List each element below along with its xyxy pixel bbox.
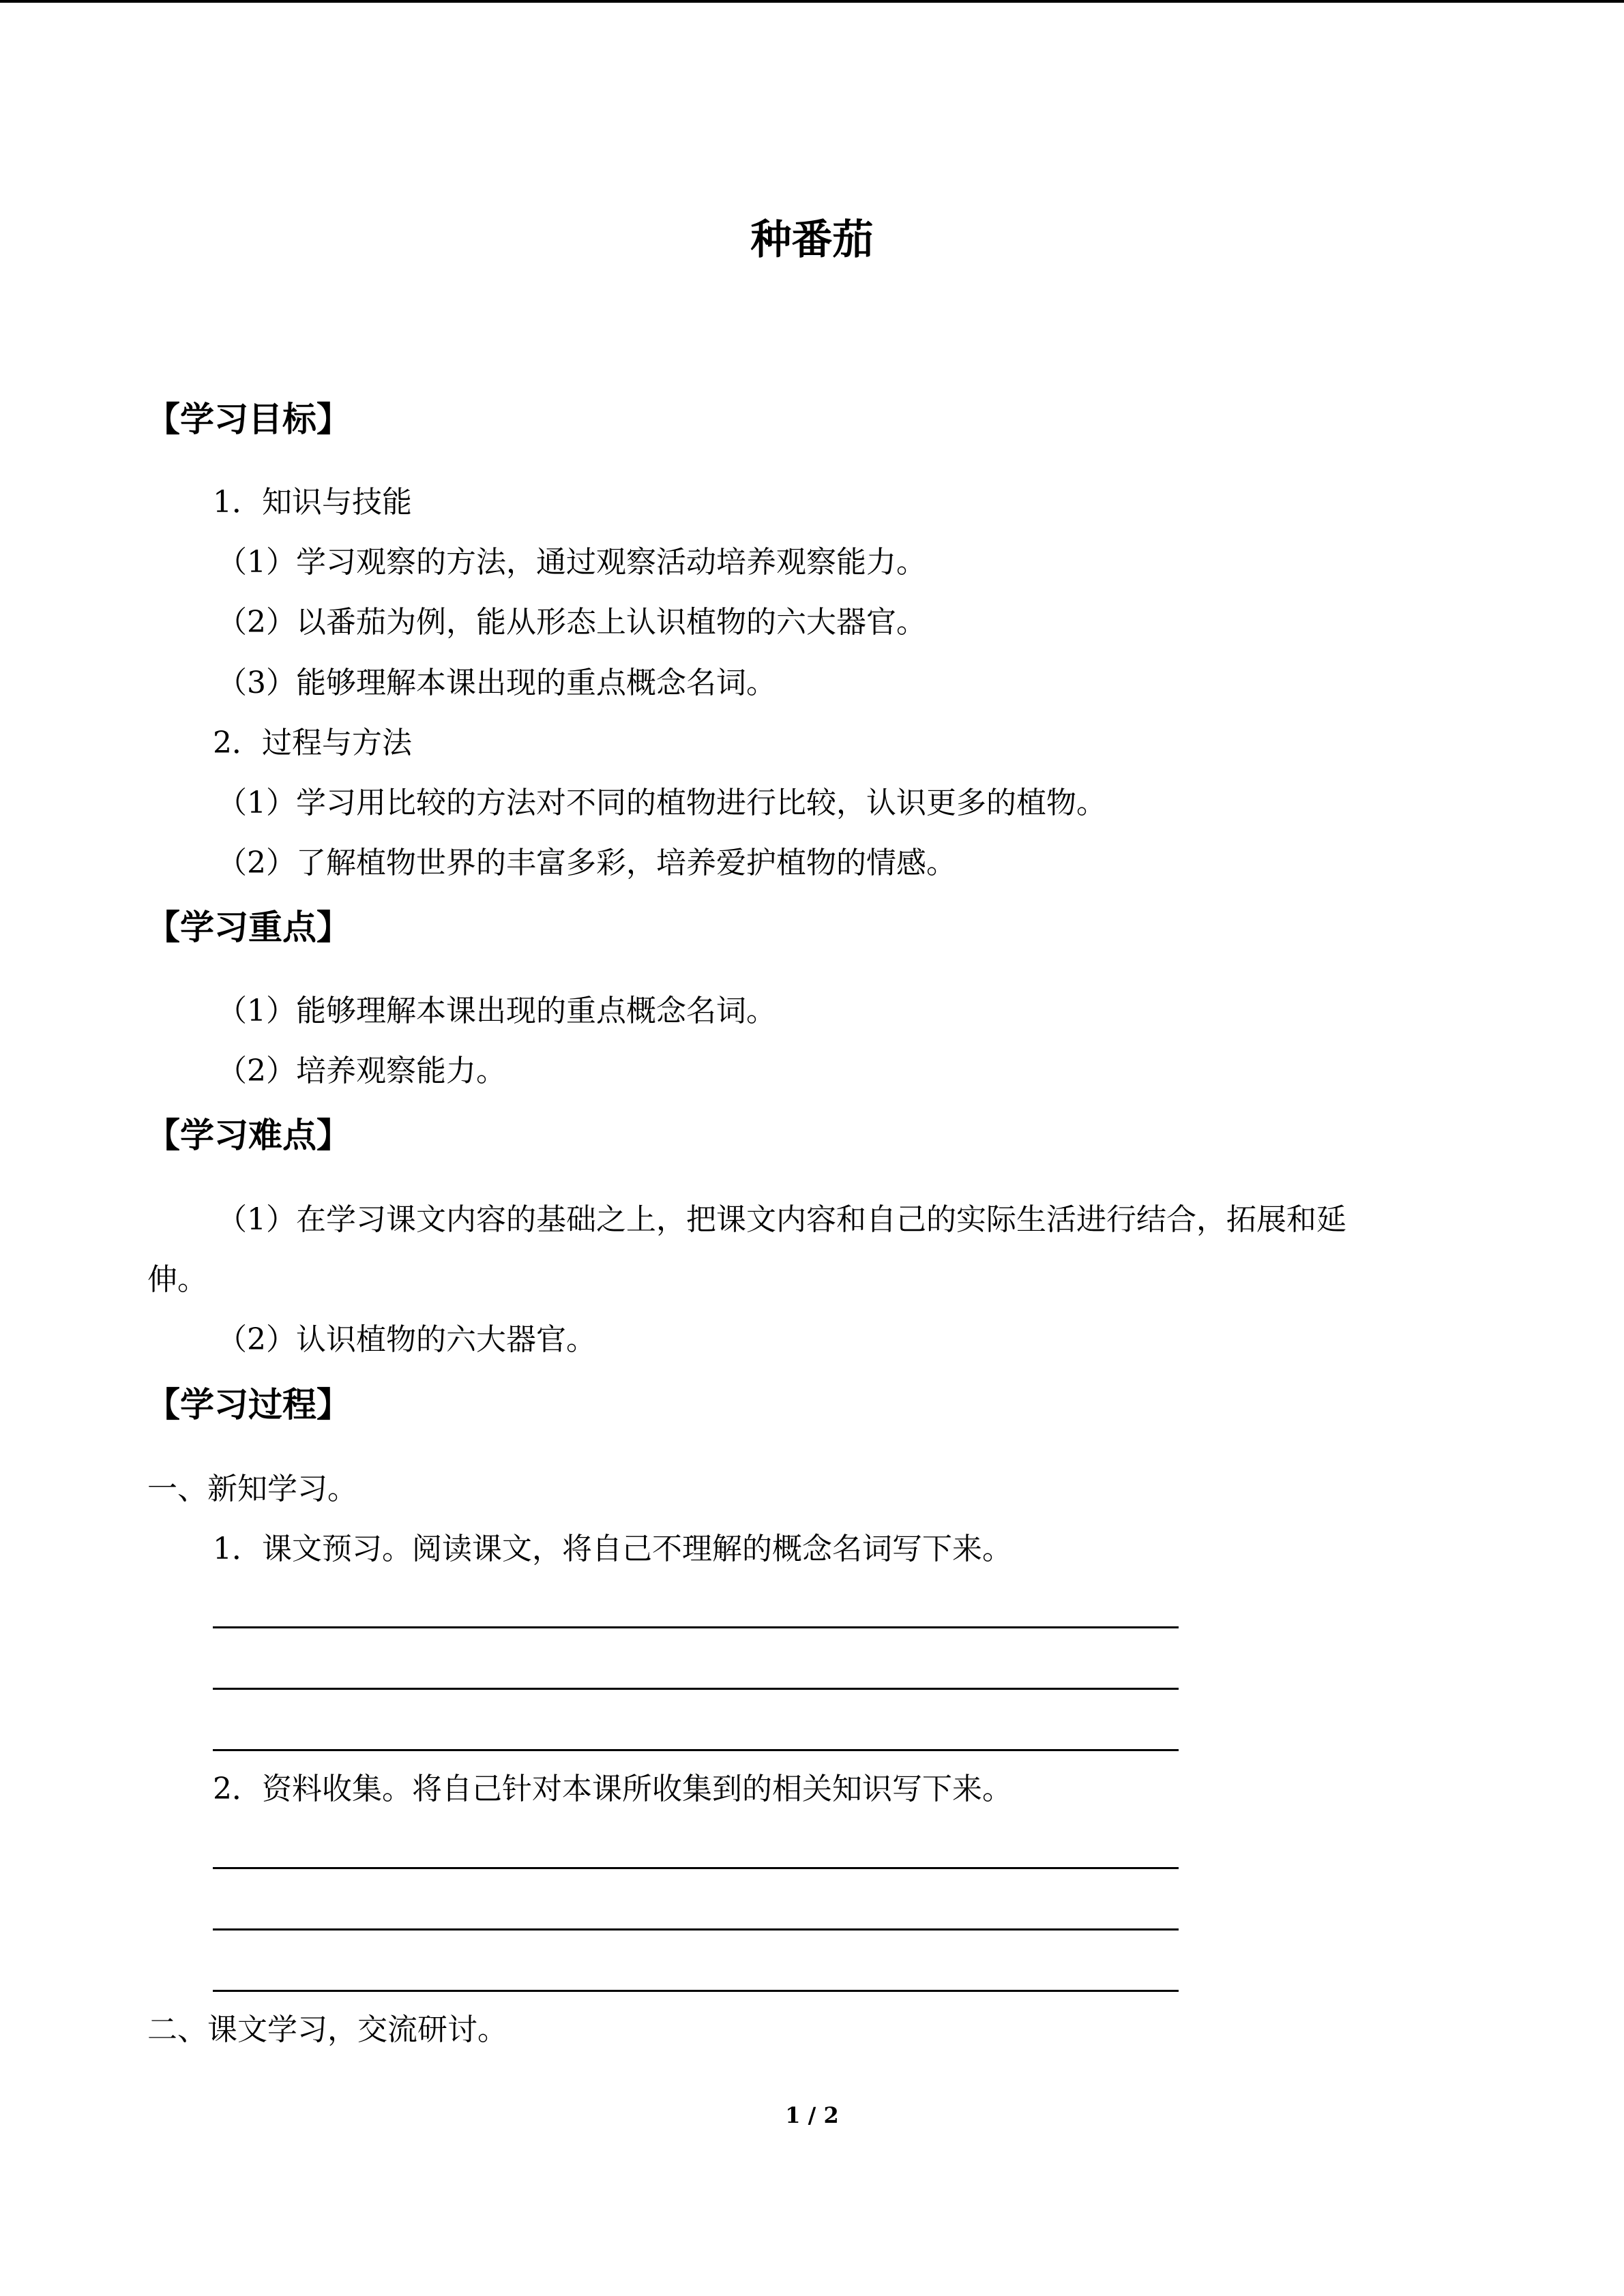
- answer-line-4[interactable]: [213, 1867, 1179, 1869]
- knowledge-item-3: （3）能够理解本课出现的重点概念名词。: [217, 666, 776, 700]
- page-title: 种番茄: [750, 216, 874, 264]
- answer-line-5[interactable]: [213, 1928, 1179, 1930]
- section-2-title: 二、课文学习，交流研讨。: [147, 2012, 507, 2047]
- objectives-heading: 【学习目标】: [146, 399, 351, 439]
- process-item-1: （1）学习用比较的方法对不同的植物进行比较，认识更多的植物。: [217, 786, 1106, 820]
- key-point-2: （2）培养观察能力。: [217, 1054, 506, 1088]
- page-top-border: [0, 0, 1624, 3]
- process-methods-title: 2．过程与方法: [213, 726, 412, 760]
- difficulties-heading: 【学习难点】: [146, 1115, 351, 1155]
- answer-line-1[interactable]: [213, 1626, 1179, 1628]
- process-item-2: （2）了解植物世界的丰富多彩，培养爱护植物的情感。: [217, 846, 956, 880]
- section-1-title: 一、新知学习。: [147, 1472, 357, 1506]
- answer-line-3[interactable]: [213, 1749, 1179, 1751]
- knowledge-item-1: （1）学习观察的方法，通过观察活动培养观察能力。: [217, 545, 926, 580]
- key-points-heading: 【学习重点】: [146, 907, 351, 947]
- task-1-preview: 1．课文预习。阅读课文，将自己不理解的概念名词写下来。: [213, 1532, 1012, 1566]
- key-point-1: （1）能够理解本课出现的重点概念名词。: [217, 994, 776, 1028]
- answer-line-2[interactable]: [213, 1688, 1179, 1690]
- difficulty-1-line-1: （1）在学习课文内容的基础之上，把课文内容和自己的实际生活进行结合，拓展和延: [217, 1202, 1346, 1237]
- process-heading: 【学习过程】: [146, 1384, 351, 1425]
- task-2-collection: 2．资料收集。将自己针对本课所收集到的相关知识写下来。: [213, 1772, 1012, 1806]
- page-number: 1 / 2: [785, 2102, 839, 2128]
- knowledge-item-2: （2）以番茄为例，能从形态上认识植物的六大器官。: [217, 605, 926, 640]
- difficulty-1-line-2: 伸。: [147, 1262, 207, 1297]
- answer-line-6[interactable]: [213, 1990, 1179, 1992]
- difficulty-2: （2）认识植物的六大器官。: [217, 1322, 596, 1357]
- knowledge-skills-title: 1．知识与技能: [213, 485, 412, 520]
